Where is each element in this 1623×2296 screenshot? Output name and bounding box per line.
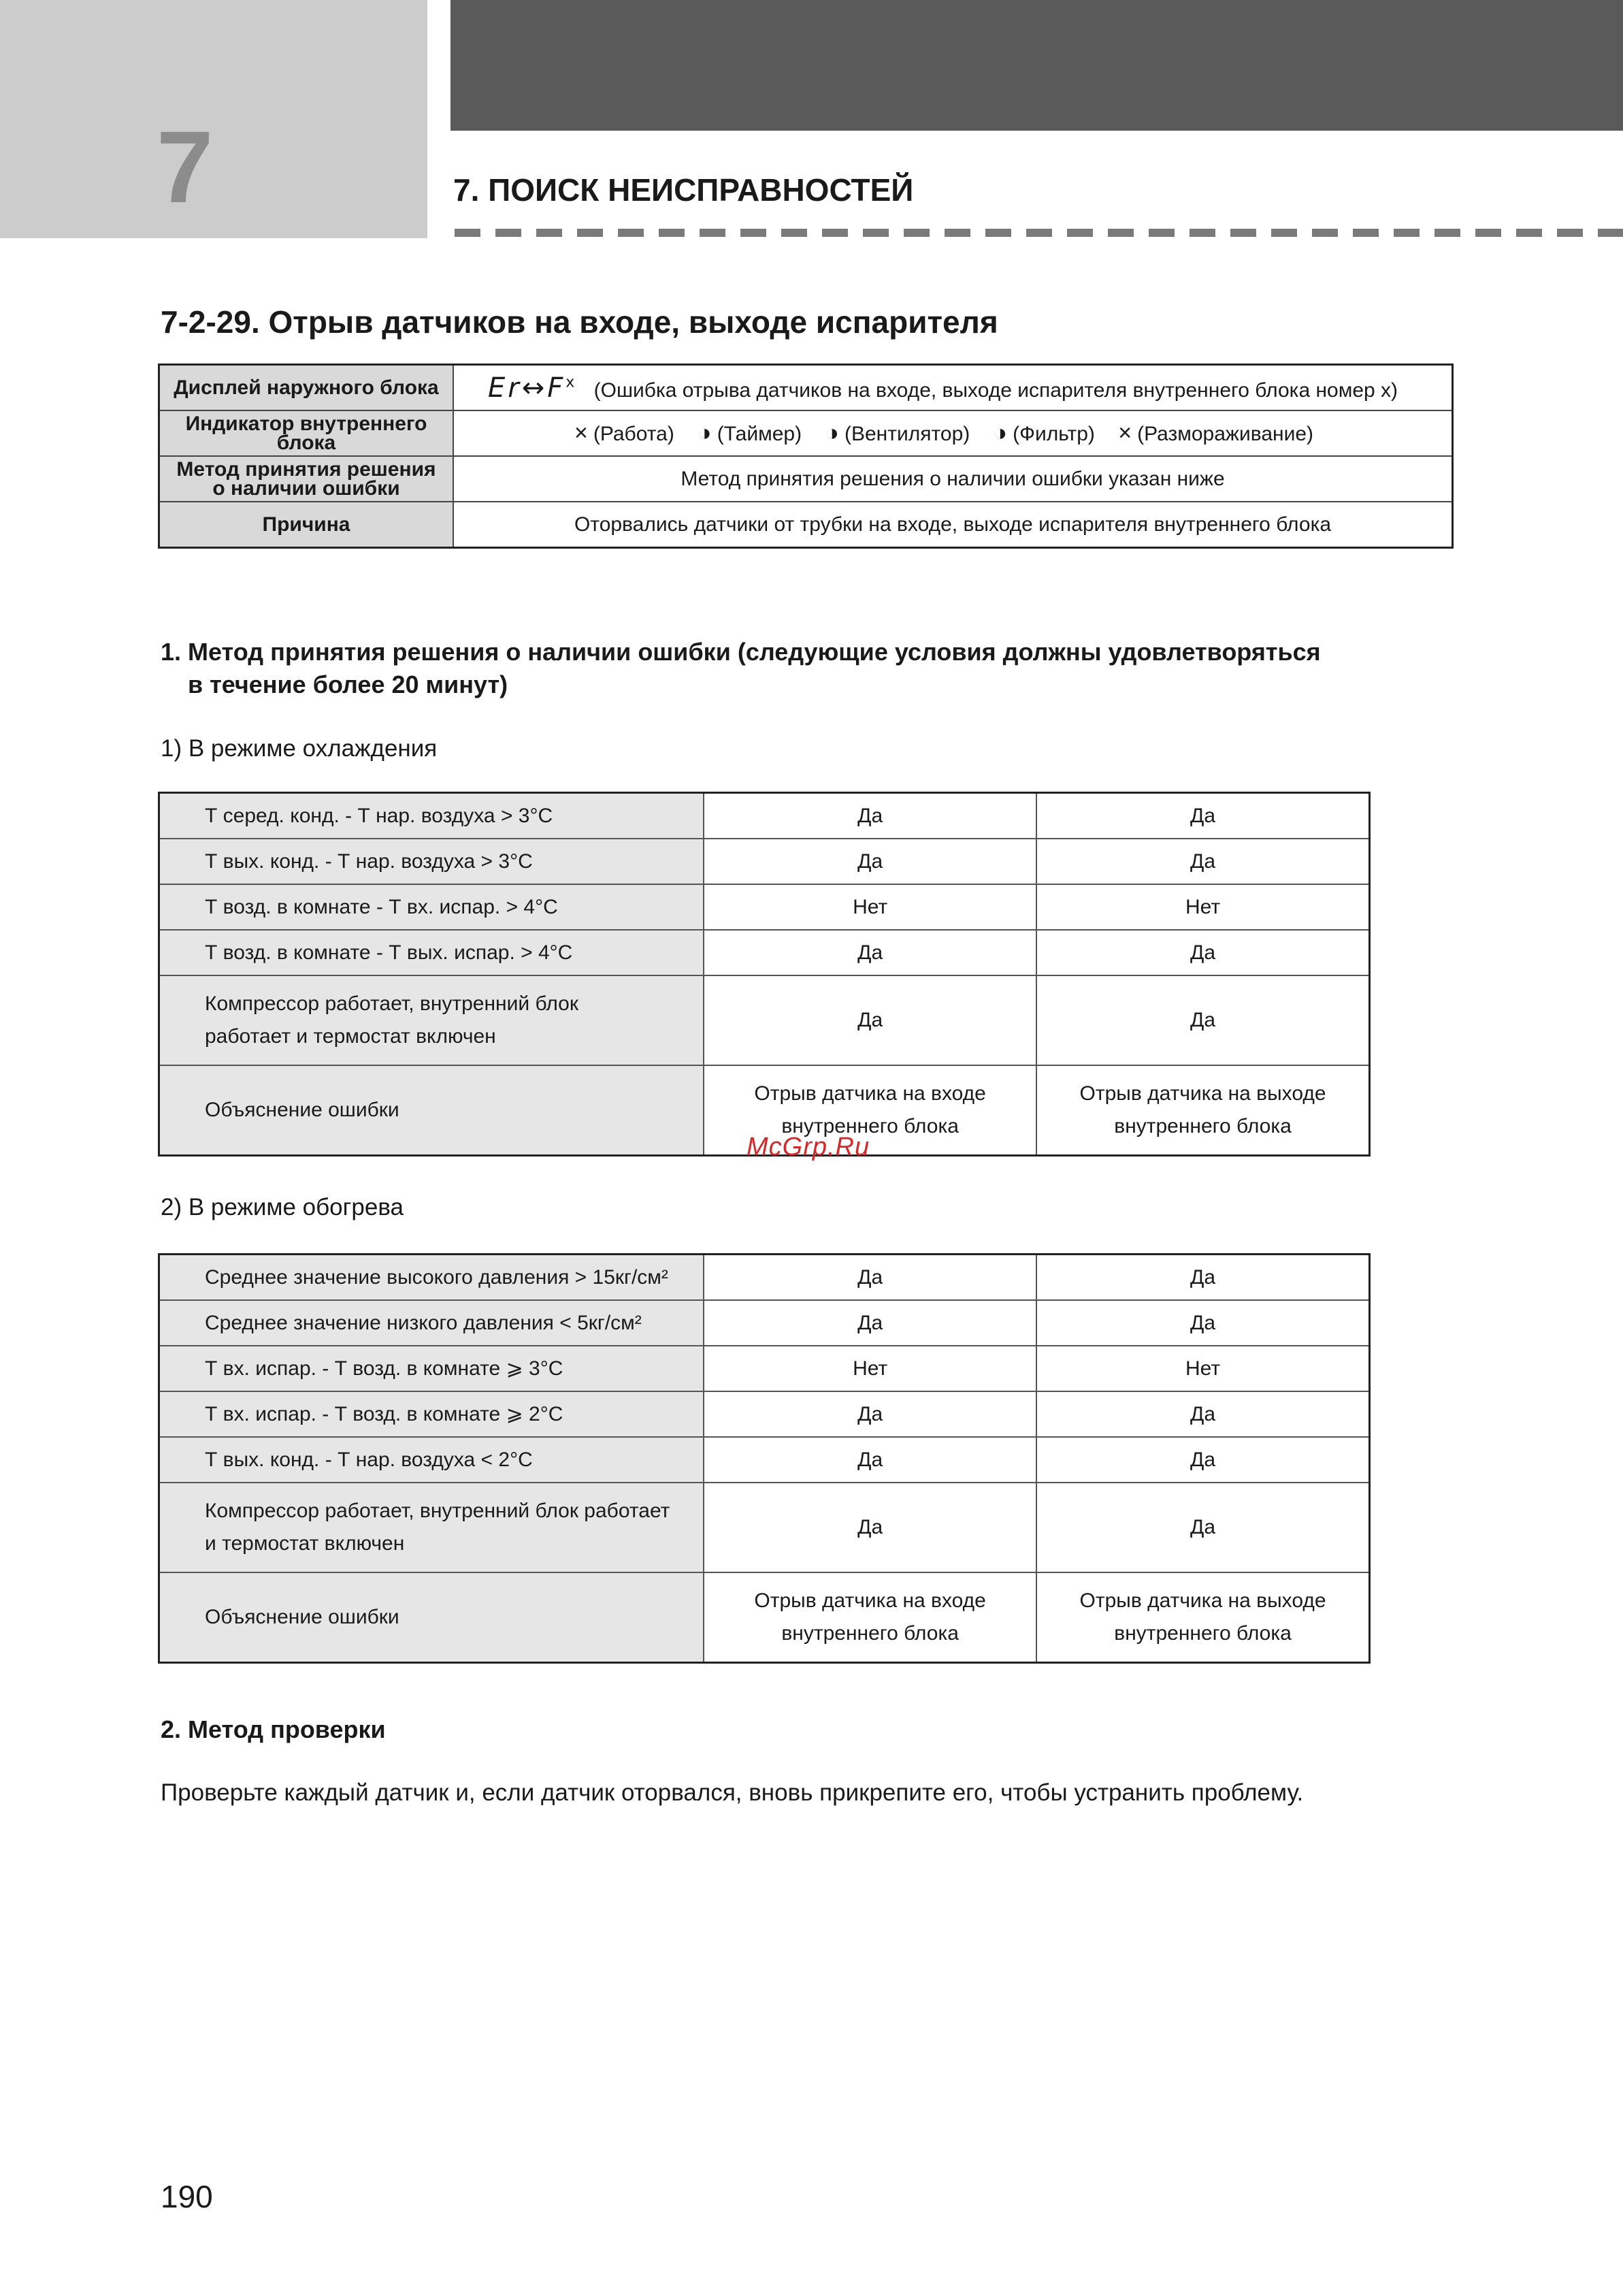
cross-icon: × xyxy=(1118,420,1132,446)
heating-conditions-table xyxy=(158,1253,1371,1664)
display-description: (Ошибка отрыва датчиков на входе, выходе испарителя внутреннего блока номер x) xyxy=(593,378,1398,402)
chapter-box xyxy=(0,0,427,238)
display-label: Дисплей наружного блока xyxy=(159,365,454,411)
table-row: Т серед. конд. - Т нар. воздуха > 3°C Да Да xyxy=(159,793,1370,839)
cooling-mode-title: 1) В режиме охлаждения xyxy=(161,735,438,762)
indicator-values xyxy=(453,410,1453,456)
display-value xyxy=(453,365,1453,411)
table-row: Т возд. в комнате - Т вх. испар. > 4°C Нет Нет xyxy=(159,884,1370,930)
watermark: McGrp.Ru xyxy=(747,1133,870,1161)
table-row xyxy=(159,502,1453,548)
table-row: Среднее значение низкого давления < 5кг/см² Да Да xyxy=(159,1300,1370,1346)
cause-label: Причина xyxy=(159,502,454,548)
half-circle-icon: ◑ xyxy=(698,420,712,446)
half-circle-icon: ◑ xyxy=(993,420,1008,446)
check-method-text: Проверьте каждый датчик и, если датчик оторвался, вновь прикрепите его, чтобы устранить проблему. xyxy=(161,1779,1304,1806)
cross-icon: × xyxy=(574,420,588,446)
table-row: Т вых. конд. - Т нар. воздуха > 3°C Да Да xyxy=(159,839,1370,884)
check-method-heading: 2. Метод проверки xyxy=(161,1715,386,1743)
decision-method-heading: 1. Метод принятия решения о наличии ошибки (следующие условия должны удовлетворяться в течение более 20 минут) xyxy=(161,638,1321,698)
method-label: Метод принятия решения о наличии ошибки xyxy=(159,456,454,502)
table-row: Т вых. конд. - Т нар. воздуха < 2°C Да Да xyxy=(159,1437,1370,1483)
section-title: 7-2-29. Отрыв датчиков на входе, выходе испарителя xyxy=(161,304,998,340)
error-code: $Er\leftrightarrow F^x$ xyxy=(488,372,578,404)
chapter-number: 7 xyxy=(157,110,214,224)
indicator-filter: ◑ (Фильтр) xyxy=(993,420,1095,446)
method-value: Метод принятия решения о наличии ошибки указан ниже xyxy=(453,456,1453,502)
chapter-title: 7. ПОИСК НЕИСПРАВНОСТЕЙ xyxy=(453,172,914,208)
error-info-table xyxy=(158,363,1454,549)
indicator-fan: ◑ (Вентилятор) xyxy=(825,420,970,446)
table-row: Компрессор работает, внутренний блок работает и термостат включен Да Да xyxy=(159,975,1370,1065)
indicator-operation: × (Работа) xyxy=(574,420,674,446)
table-row: Объяснение ошибки Отрыв датчика на входе внутреннего блока Отрыв датчика на выходе внутреннего блока xyxy=(159,1065,1370,1156)
table-row: Т вх. испар. - Т возд. в комнате ⩾ 3°C Нет Нет xyxy=(159,1346,1370,1391)
heating-mode-title: 2) В режиме обогрева xyxy=(161,1194,404,1220)
header-divider xyxy=(455,229,1623,237)
table-row xyxy=(159,365,1453,411)
table-row xyxy=(159,410,1453,456)
cooling-conditions-table xyxy=(158,792,1371,1157)
table-row: Компрессор работает, внутренний блок работает и термостат включен Да Да xyxy=(159,1483,1370,1572)
indicator-defrost: × (Размораживание) xyxy=(1118,420,1314,446)
table-row xyxy=(159,456,1453,502)
cause-value: Оторвались датчики от трубки на входе, выходе испарителя внутреннего блока xyxy=(453,502,1453,548)
table-row: Среднее значение высокого давления > 15кг/см² Да Да xyxy=(159,1255,1370,1301)
page-number: 190 xyxy=(161,2179,213,2214)
indicator-label: Индикатор внутреннего блока xyxy=(159,410,454,456)
table-row: Объяснение ошибки Отрыв датчика на входе внутреннего блока Отрыв датчика на выходе внутреннего блока xyxy=(159,1572,1370,1663)
header-bar xyxy=(450,0,1623,131)
indicator-timer: ◑ (Таймер) xyxy=(698,420,802,446)
table-row: Т вх. испар. - Т возд. в комнате ⩾ 2°C Да Да xyxy=(159,1391,1370,1437)
half-circle-icon: ◑ xyxy=(825,420,839,446)
table-row: Т возд. в комнате - Т вых. испар. > 4°C Да Да xyxy=(159,930,1370,975)
